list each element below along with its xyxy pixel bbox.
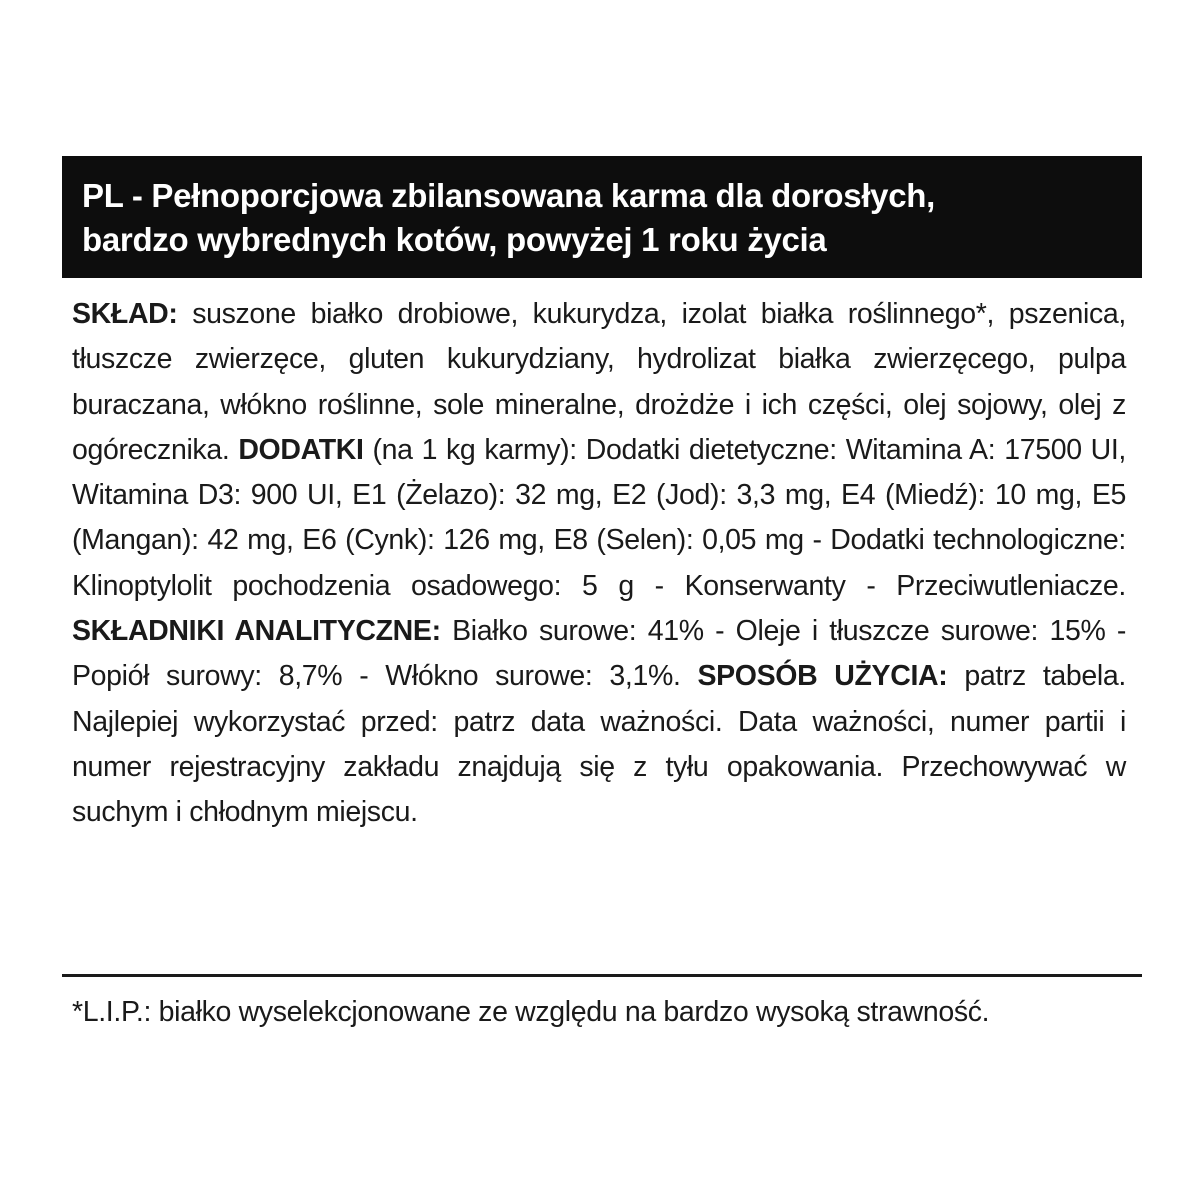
additives-label: DODATKI	[238, 433, 364, 466]
composition-label: SKŁAD:	[72, 298, 178, 330]
additives-text: (na 1 kg karmy): Dodatki dietetyczne: Witamina A: 17500 UI, Witamina D3: 900 UI, E1 (Żelazo): 32 mg, E2 (Jod): 3,3 mg, E4 (Miedź): 10 mg, E5 (Mangan): 42 mg, E6 (Cynk): 126 mg, E8 (Selen): 0,05 mg - Dodatki technologiczne: Klinoptylolit pochodzenia osadowego: 5 g - Konserwanty - Przeciwutleniacze.	[72, 433, 1126, 602]
analytical-label: SKŁADNIKI ANALITYCZNE:	[72, 615, 441, 648]
usage-label: SPOSÓB UŻYCIA:	[697, 660, 948, 693]
label-header	[62, 156, 1142, 278]
footnote: *L.I.P.: białko wyselekcjonowane ze względu na bardzo wysoką strawność.	[72, 996, 990, 1028]
product-label	[62, 156, 1142, 958]
analytical-text: Białko surowe: 41% - Oleje i tłuszcze surowe: 15% - Popiół surowy: 8,7% - Włókno surowe: 3,1%.	[72, 615, 1126, 693]
divider	[62, 974, 1142, 977]
composition-text: suszone białko drobiowe, kukurydza, izolat białka roślinnego*, pszenica, tłuszcze zwierzęce, gluten kukurydziany, hydrolizat białka zwierzęcego, pulpa buraczana, włókno roślinne, sole mineralne, drożdże i ich części, olej sojowy, olej z ogórecznika.	[72, 298, 1126, 466]
label-body	[62, 278, 1142, 958]
usage-text: patrz tabela. Najlepiej wykorzystać przed: patrz data ważności. Data ważności, numer partii i numer rejestracyjny zakładu znajdują się z tyłu opakowania. Przechowywać w suchym i chłodnym miejscu.	[72, 660, 1126, 829]
header-line-2: bardzo wybrednych kotów, powyżej 1 roku życia	[82, 221, 827, 258]
header-line-1: PL - Pełnoporcjowa zbilansowana karma dla dorosłych,	[82, 177, 936, 214]
